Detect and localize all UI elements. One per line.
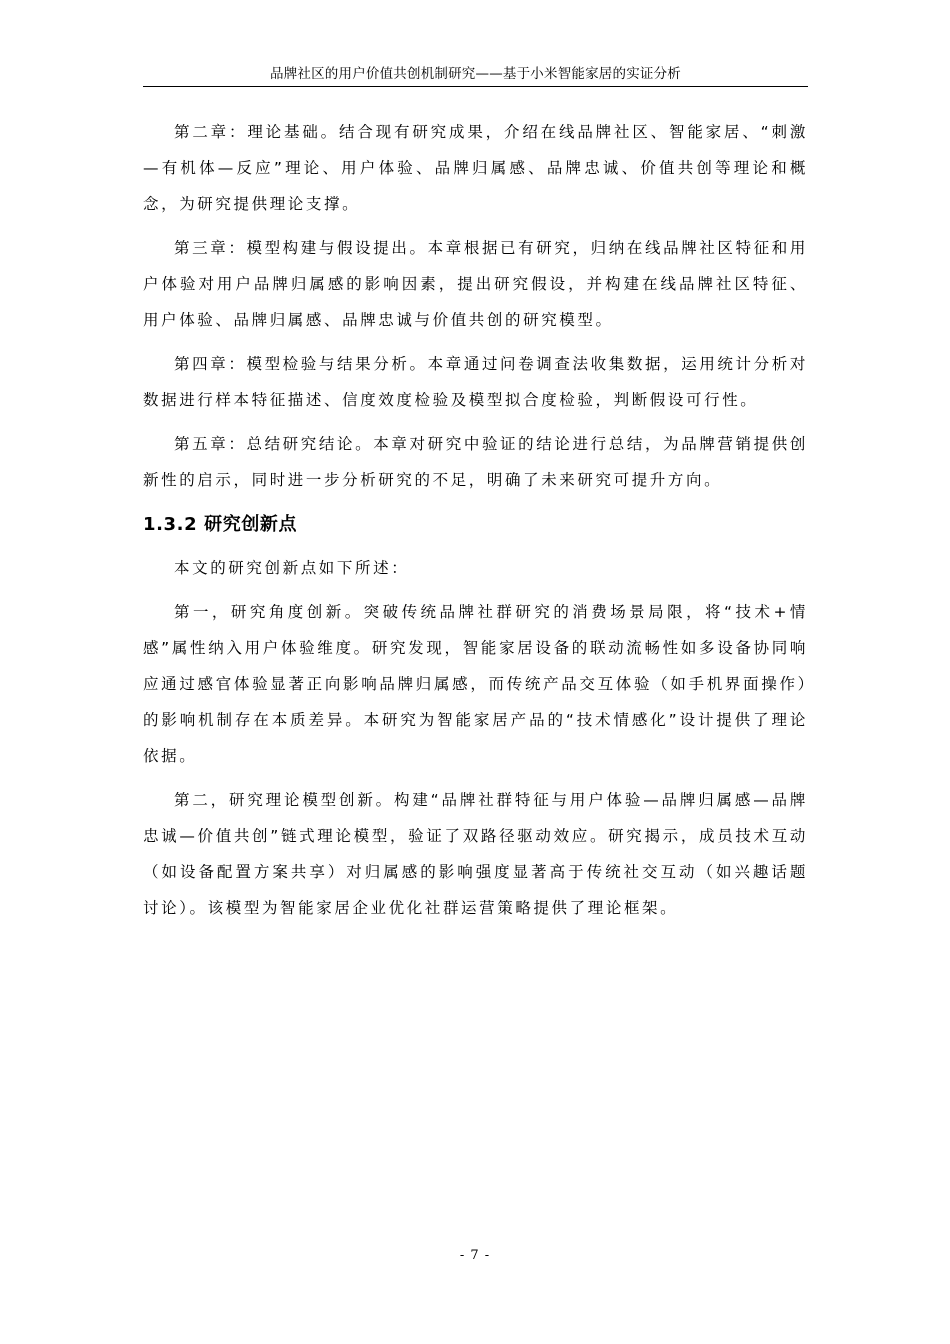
body-text bbox=[143, 114, 808, 934]
paragraph-innovation-intro: 本文的研究创新点如下所述： bbox=[174, 559, 410, 577]
paragraph-innovation-2: 第二，研究理论模型创新。构建“品牌社群特征与用户体验—品牌归属感—品牌忠诚—价值共创”链式理论模型，验证了双路径驱动效应。研究揭示，成员技术互动（如设备配置方案共享）对归属感的影响强度显著高于传统社交互动（如兴趣话题讨论）。该模型为智能家居企业优化社群运营策略提供了理论框架。 bbox=[143, 791, 808, 917]
paragraph-chapter-2: 第二章：理论基础。结合现有研究成果，介绍在线品牌社区、智能家居、“刺激—有机体—反应”理论、用户体验、品牌归属感、品牌忠诚、价值共创等理论和概念，为研究提供理论支撑。 bbox=[143, 123, 808, 213]
paragraph-chapter-3: 第三章：模型构建与假设提出。本章根据已有研究，归纳在线品牌社区特征和用户体验对用户品牌归属感的影响因素，提出研究假设，并构建在线品牌社区特征、用户体验、品牌归属感、品牌忠诚与价值共创的研究模型。 bbox=[143, 239, 808, 329]
page-number: - 7 - bbox=[459, 1248, 491, 1263]
paragraph-innovation-1: 第一，研究角度创新。突破传统品牌社群研究的消费场景局限，将“技术+情感”属性纳入用户体验维度。研究发现，智能家居设备的联动流畅性如多设备协同响应通过感官体验显著正向影响品牌归属感，而传统产品交互体验（如手机界面操作）的影响机制存在本质差异。本研究为智能家居产品的“技术情感化”设计提供了理论依据。 bbox=[143, 603, 808, 765]
section-heading: 1.3.2 研究创新点 bbox=[143, 514, 298, 535]
paragraph-chapter-4: 第四章：模型检验与结果分析。本章通过问卷调查法收集数据，运用统计分析对数据进行样本特征描述、信度效度检验及模型拟合度检验，判断假设可行性。 bbox=[143, 355, 808, 409]
paragraph-chapter-5: 第五章：总结研究结论。本章对研究中验证的结论进行总结，为品牌营销提供创新性的启示，同时进一步分析研究的不足，明确了未来研究可提升方向。 bbox=[143, 435, 808, 489]
header-rule bbox=[143, 86, 808, 87]
running-header: 品牌社区的用户价值共创机制研究——基于小米智能家居的实证分析 bbox=[270, 66, 681, 82]
